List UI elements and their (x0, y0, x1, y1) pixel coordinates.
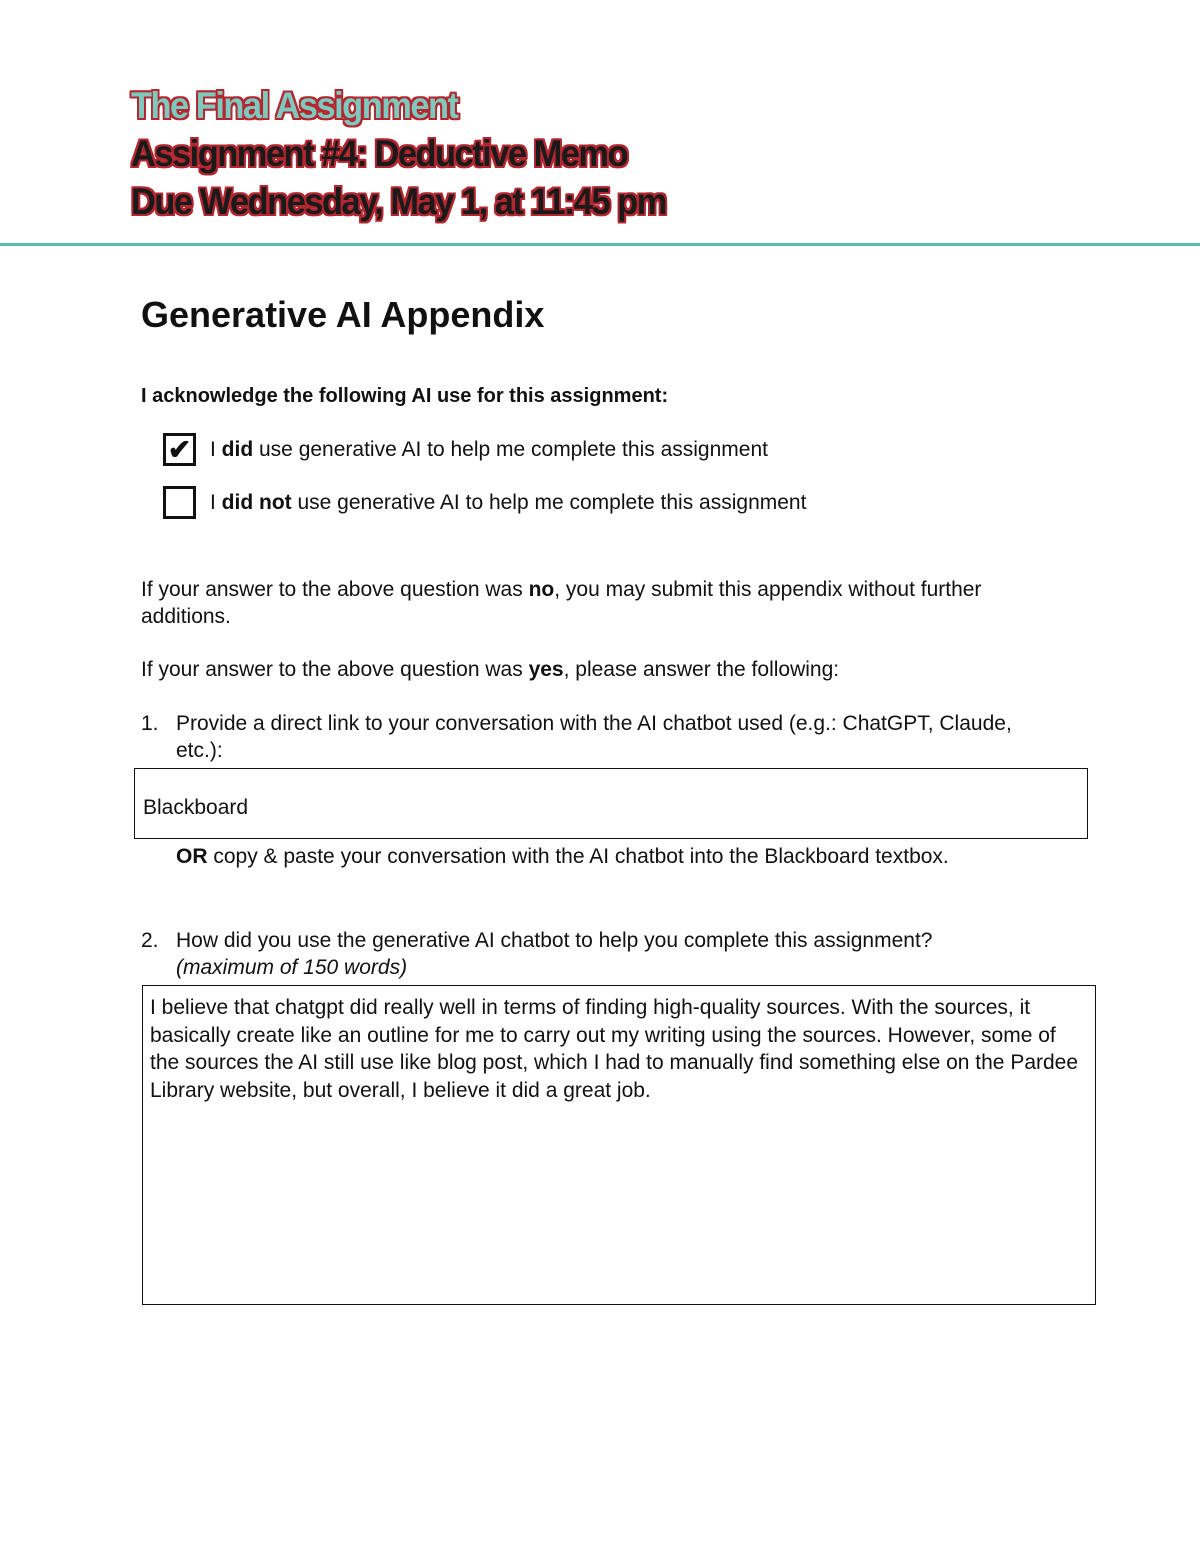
checkbox-did-not-use-ai[interactable] (163, 486, 196, 519)
instruction-yes: If your answer to the above question was yes, please answer the following: (141, 658, 840, 681)
option-did-use-ai[interactable] (163, 433, 768, 466)
acknowledge-label: I acknowledge the following AI use for this assignment: (141, 385, 669, 407)
option-did-use-ai-label: I did use generative AI to help me complete this assignment (210, 437, 768, 461)
option-did-not-use-ai[interactable] (163, 486, 806, 519)
q1-answer-text: Blackboard (143, 796, 249, 819)
checkbox-did-use-ai[interactable] (163, 433, 196, 466)
q1-or-instruction: OR copy & paste your conversation with the AI chatbot into the Blackboard textbox. (176, 845, 949, 868)
question-2-note: (maximum of 150 words) (176, 956, 408, 979)
assignment-header (131, 82, 706, 226)
q2-answer-text: I believe that chatgpt did really well in terms of finding high-quality sources. With the sources, it basically create like an outline for me to carry out my writing using the sources. However, some of the sources the AI still use like blog post, which I had to manually find something else on the Pardee Library website, but overall, I believe it did a great job. (150, 996, 1079, 1102)
q1-answer-box[interactable] (134, 768, 1088, 839)
page-title: Generative AI Appendix (141, 294, 545, 335)
header-divider (0, 243, 1200, 246)
instruction-no: If your answer to the above question was no, you may submit this appendix without further additions. (141, 578, 982, 628)
question-1-text: Provide a direct link to your conversation with the AI chatbot used (e.g.: ChatGPT, Claude, etc.): (176, 712, 1012, 762)
q2-answer-box[interactable] (142, 985, 1096, 1305)
question-1: 1. Provide a direct link to your conversation with the AI chatbot used (e.g.: ChatGPT, Claude, etc.): (141, 710, 1041, 764)
checkmark-icon: ✔ (167, 433, 192, 465)
header-course-title: The Final Assignment (131, 85, 458, 126)
question-2-text: How did you use the generative AI chatbot to help you complete this assignment? (176, 929, 933, 952)
header-due-date: Due Wednesday, May 1, at 11:45 pm (131, 181, 666, 222)
header-assignment-title: Assignment #4: Deductive Memo (131, 133, 628, 174)
question-2: 2. How did you use the generative AI chatbot to help you complete this assignment? (maximum of 150 words) (141, 929, 933, 979)
option-did-not-use-ai-label: I did not use generative AI to help me complete this assignment (210, 490, 807, 514)
